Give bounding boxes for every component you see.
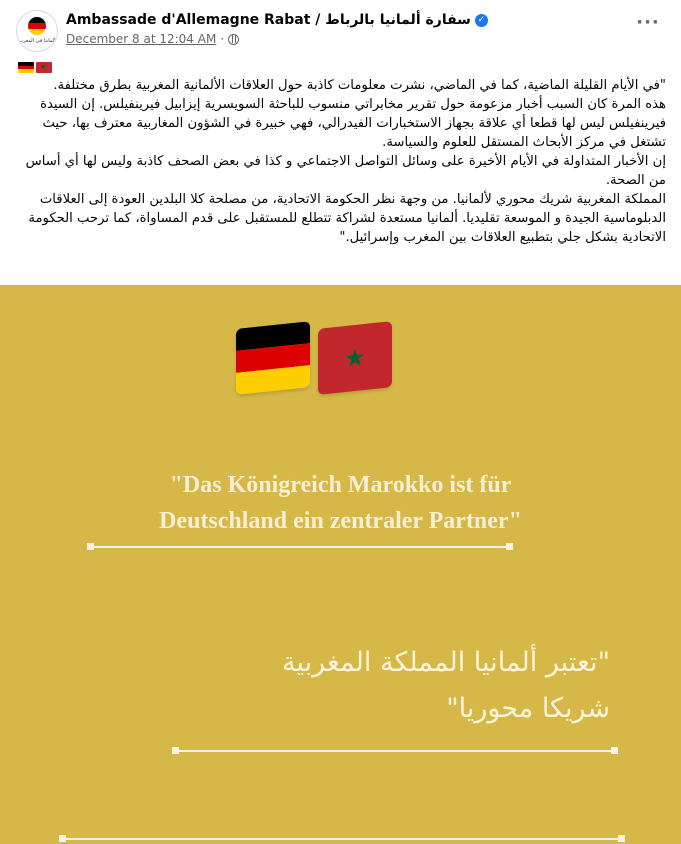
arabic-quote-line: شريكا محوريا" (446, 693, 610, 724)
german-quote (0, 467, 681, 539)
moroccan-flag-icon: ★ (318, 321, 392, 395)
verified-badge-icon: ✓ (475, 14, 488, 27)
arabic-quote (140, 640, 610, 732)
page-name-row (66, 12, 488, 28)
avatar-caption: ألمانيا في المغرب (18, 38, 56, 44)
german-quote-line: Deutschland ein zentraler Partner" (159, 508, 522, 534)
post-paragraph: إن الأخبار المتداولة في الأيام الأخيرة على وسائل التواصل الاجتماعي و كذا في بعض الصحف كاذبة وليس لها أي أساس من الصحة. (25, 154, 666, 188)
post-paragraph: "في الأيام القليلة الماضية، كما في الماضي، نشرت معلومات كاذبة حول العلاقات الألمانية المغربية بطرق مختلفة. (53, 78, 666, 93)
german-flag-icon (236, 321, 310, 395)
meta-separator: · (220, 32, 225, 46)
avatar-flag-icon (28, 17, 46, 35)
decorative-divider (62, 838, 622, 840)
flags-graphic (236, 325, 392, 391)
post-body (16, 76, 666, 247)
post-image[interactable] (0, 285, 681, 844)
post-paragraph: المملكة المغربية شريك محوري لألمانيا. من وجهة نظر الحكومة الاتحادية، من مصلحة كلا البلدين العودة إلى العلاقات الدبلوماسية الجيدة و الموسعة تقليديا. ألمانيا مستعدة لشراكة تتطلع للمستقبل على قدم المساواة، كما ترحب الحكومة الاتحادية بشكل جلي بتطبيع العلاقات بين المغرب وإسرائيل." (28, 192, 666, 245)
decorative-divider (175, 750, 615, 752)
page-name-link[interactable]: Ambassade d'Allemagne Rabat / سفارة ألمانيا بالرباط (66, 12, 471, 28)
decorative-divider (90, 546, 510, 548)
arabic-quote-line: "تعتبر ألمانيا المملكة المغربية (281, 647, 610, 678)
moroccan-flag-icon (36, 62, 52, 73)
post-header (0, 0, 681, 56)
german-flag-icon (18, 62, 34, 73)
globe-icon[interactable] (228, 34, 239, 45)
german-quote-line: "Das Königreich Marokko ist für (169, 472, 512, 498)
post-timestamp-link[interactable]: December 8 at 12:04 AM (66, 32, 217, 46)
flag-emojis (18, 62, 52, 73)
page-avatar[interactable] (16, 10, 58, 52)
post-paragraph: هذه المرة كان السبب أخبار مزعومة حول تقرير مخابراتي منسوب للباحثة السويسرية إيزابيل فيرينفيلس. إن السيدة فيرينفيلس ليس لها قطعا أي علاقة بجهاز الاستخبارات الفيدرالي، فهي خبيرة في الشؤون المغاربية معترف بها، حيث تشتغل في مركز الأبحاث المستقل للعلوم والسياسة. (40, 97, 666, 150)
post-meta (66, 32, 239, 46)
more-options-icon[interactable]: ··· (636, 12, 660, 33)
